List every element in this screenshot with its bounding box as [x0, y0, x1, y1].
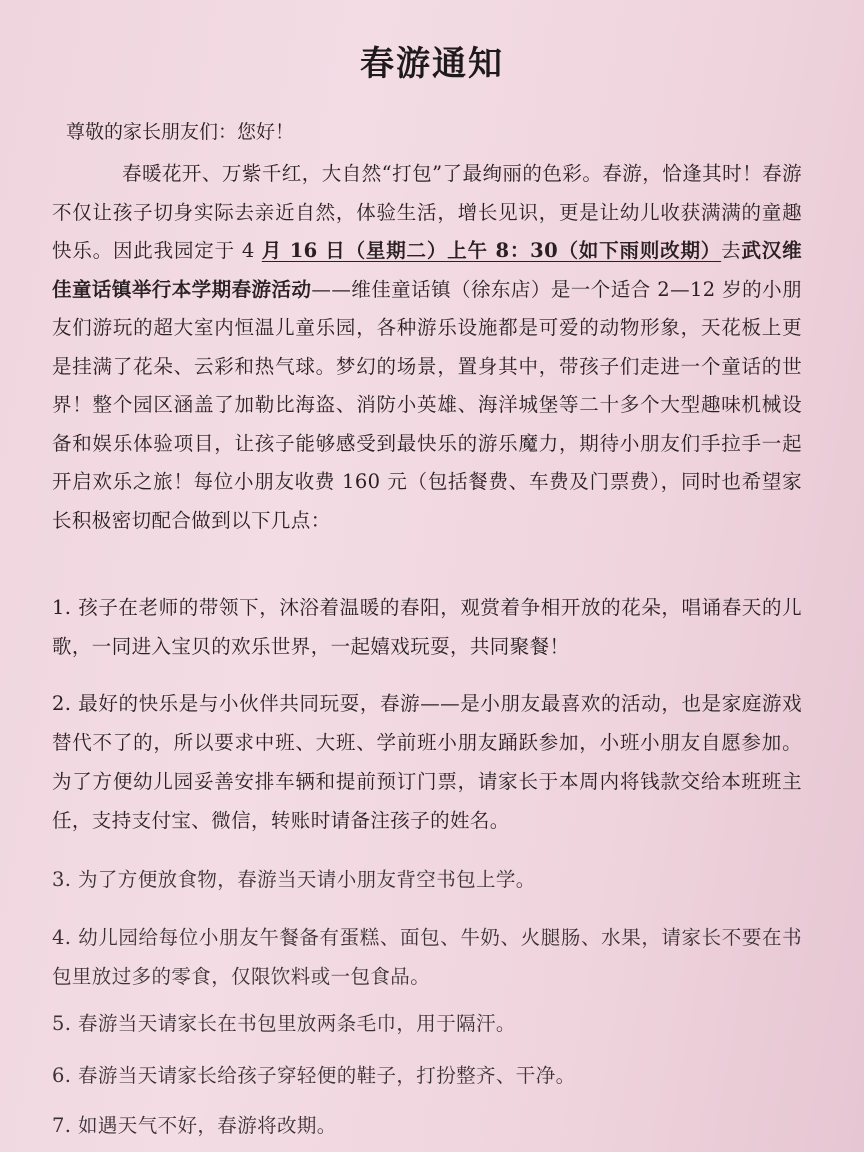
notice-item-7: 7. 如遇天气不好，春游将改期。 — [52, 1114, 337, 1137]
intro-paragraph — [52, 155, 802, 540]
notice-item-3: 3. 为了方便放食物，春游当天请小朋友背空书包上学。 — [52, 868, 536, 891]
event-place-highlight: 武汉维佳童话镇举行本学期春游活动 — [52, 239, 803, 301]
intro-text-part2: 去 — [721, 239, 742, 262]
event-date-highlight: 月 16 日（星期二）上午 8：30（如下雨则改期） — [261, 239, 722, 262]
notice-item-1: 1. 孩子在老师的带领下，沐浴着温暖的春阳，观赏着争相开放的花朵，唱诵春天的儿歌，一同进入宝贝的欢乐世界，一起嬉戏玩耍，共同聚餐！ — [52, 596, 802, 658]
notice-item-4: 4. 幼儿园给每位小朋友午餐备有蛋糕、面包、牛奶、火腿肠、水果，请家长不要在书包里放过多的零食，仅限饮料或一包食品。 — [52, 926, 802, 988]
intro-text-part3: ——维佳童话镇（徐东店）是一个适合 2—12 岁的小朋友们游玩的超大室内恒温儿童乐园，各种游乐设施都是可爱的动物形象，天花板上更是挂满了花朵、云彩和热气球。梦幻的场景，置身其中，带孩子们走进一个童话的世界！整个园区涵盖了加勒比海盗、消防小英雄、海洋城堡等二十多个大型趣味机械设备和娱乐体验项目，让孩子能够感受到最快乐的游乐魔力，期待小朋友们手拉手一起开启欢乐之旅！每位小朋友收费 160 元（包括餐费、车费及门票费），同时也希望家长积极密切配合做到以下几点： — [52, 277, 802, 532]
greeting: 尊敬的家长朋友们：您好！ — [66, 121, 295, 143]
notice-item-2: 2. 最好的快乐是与小伙伴共同玩耍，春游——是小朋友最喜欢的活动，也是家庭游戏替代不了的，所以要求中班、大班、学前班小朋友踊跃参加，小班小朋友自愿参加。为了方便幼儿园妥善安排车辆和提前预订门票，请家长于本周内将钱款交给本班班主任，支持支付宝、微信，转账时请备注孩子的姓名。 — [52, 692, 802, 832]
page-title: 春游通知 — [360, 44, 504, 84]
notice-item-5: 5. 春游当天请家长在书包里放两条毛巾，用于隔汗。 — [52, 1012, 516, 1035]
notice-item-6: 6. 春游当天请家长给孩子穿轻便的鞋子，打扮整齐、干净。 — [52, 1064, 576, 1087]
intro-text-part1: 春暖花开、万紫千红，大自然“打包”了最绚丽的色彩。春游，恰逢其时！春游不仅让孩子切身实际去亲近自然，体验生活，增长见识，更是让幼儿收获满满的童趣快乐。因此我园定于 4 — [52, 162, 802, 262]
